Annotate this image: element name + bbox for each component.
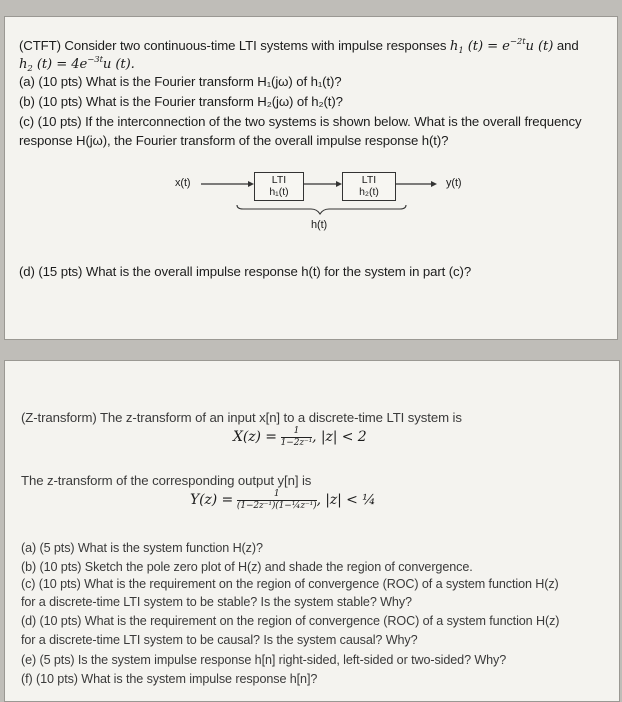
h1-rhs: (t) = e [467,39,510,54]
h1-exponent: −2t [509,37,526,47]
question-1a: (a) (10 pts) What is the Fourier transform H₁(jω) of h₁(t)? [19,74,342,89]
problem-2-intro: (Z-transform) The z-transform of an input x[n] to a discrete-time LTI system is [21,410,462,425]
h1-tail: u (t) [525,39,554,54]
xz-denominator: 1−2z⁻¹ [280,438,313,448]
question-2b: (b) (10 pts) Sketch the pole zero plot of H(z) and shade the region of convergence. [21,560,473,574]
question-2e: (e) (5 pts) Is the system impulse response h[n] right-sided, left-sided or two-sided? Why? [21,653,507,667]
input-label: x(t) [175,177,191,189]
xz-lhs: X(z) = [233,429,277,446]
h2-tail: u (t). [102,57,135,72]
output-label: y(t) [446,177,462,189]
h1-definition: $h_1$ $(t) = e^{-2t}u$ (t) [449,37,554,56]
question-1c-line1: (c) (10 pts) If the interconnection of the two systems is shown below. What is the overall frequency [19,114,582,129]
intro-text: (CTFT) Consider two continuous-time LTI systems with impulse responses [19,38,447,53]
block-diagram [5,17,617,339]
yz-roc: , |z| < ¼ [316,492,376,509]
and-word: and [556,38,579,53]
yz-lhs: Y(z) = [190,492,234,509]
question-2c-line1: (c) (10 pts) What is the requirement on the region of convergence (ROC) of a system function H(z) [21,577,559,591]
yz-equation [190,489,376,512]
lti-block-h1-title: LTI [271,174,287,186]
lti-block-h2-title: LTI [361,174,377,186]
lti-block-h2-label: h₂(t) [359,186,379,198]
h2-exponent: −3t [87,55,103,65]
diagram-wires [5,17,617,339]
xz-numerator: 1 [281,426,313,438]
h2-definition: $h_2$ $(t) = 4e^{-3t}u$ (t). [19,55,135,74]
lti-block-h2 [342,172,396,201]
h2-rhs: (t) = 4e [36,57,88,72]
overall-response-label: h(t) [311,219,328,231]
h2-symbol: h [19,57,28,72]
question-2a: (a) (5 pts) What is the system function H(z)? [21,541,263,555]
problem-2-card [4,360,620,702]
question-2d-line2: for a discrete-time LTI system to be causal? Is the system causal? Why? [21,633,418,647]
question-2f: (f) (10 pts) What is the system impulse response h[n]? [21,672,318,686]
problem-1-card [4,16,618,340]
xz-roc: , |z| < 2 [312,429,367,446]
question-1d: (d) (15 pts) What is the overall impulse response h(t) for the system in part (c)? [19,264,472,279]
yz-fraction [237,489,317,512]
question-2d-line1: (d) (10 pts) What is the requirement on the region of convergence (ROC) of a system function H(z) [21,614,560,628]
xz-equation [233,426,367,449]
h1-symbol: h [449,39,459,54]
xz-fraction [281,426,313,449]
question-1c-line2: response H(jω), the Fourier transform of the overall impulse response h(t)? [19,133,449,148]
lti-block-h1-label: h₁(t) [269,186,289,198]
yz-numerator: 1 [237,489,317,501]
question-1b: (b) (10 pts) What is the Fourier transform H₂(jω) of h₂(t)? [19,94,343,109]
yz-denominator: (1−2z⁻¹)(1−¼z⁻¹) [236,501,317,511]
output-intro: The z-transform of the corresponding output y[n] is [21,473,312,488]
lti-block-h1 [254,172,304,201]
question-2c-line2: for a discrete-time LTI system to be stable? Is the system stable? Why? [21,595,412,609]
